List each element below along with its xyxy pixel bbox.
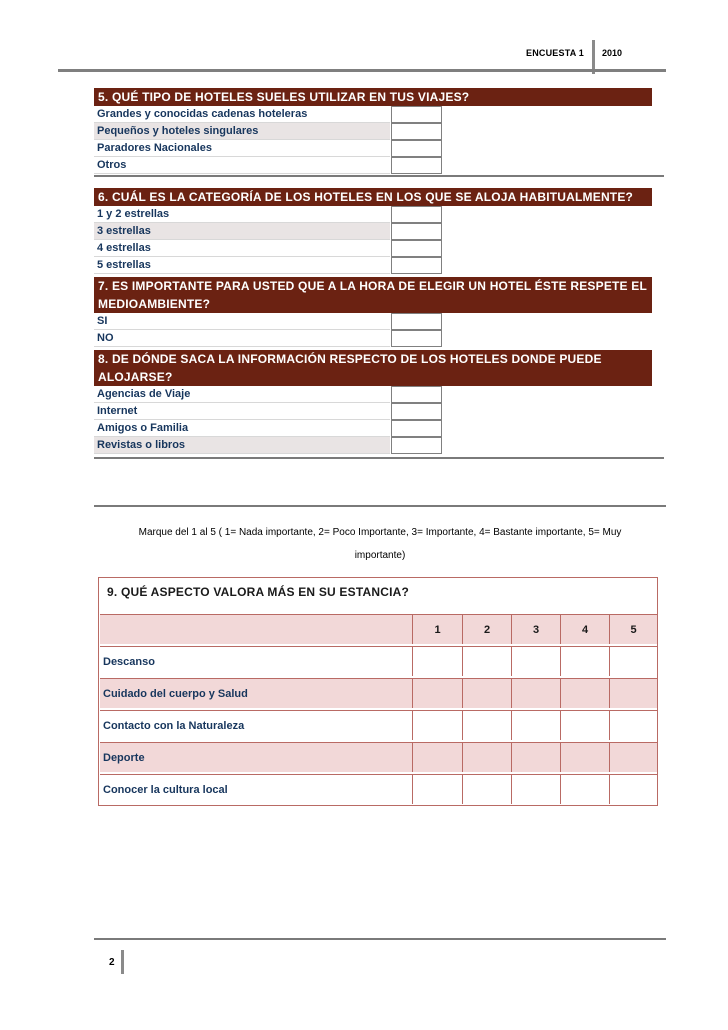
rating-cell[interactable] [610,710,657,740]
option-row [94,123,652,140]
rating-cell[interactable] [561,742,610,772]
option-label: Pequeños y hoteles singulares [94,123,390,140]
option-label: Revistas o libros [94,437,390,454]
scale-label: 3 [512,614,561,644]
option-row [94,257,652,274]
option-label: Grandes y conocidas cadenas hoteleras [94,106,390,123]
rating-cell[interactable] [463,646,512,676]
rating-cell[interactable] [610,646,657,676]
option-label: SI [94,313,390,330]
question-6 [94,188,652,274]
rating-item-label: Conocer la cultura local [100,774,413,804]
question-6-title: 6. CUÁL ES LA CATEGORÍA DE LOS HOTELES EN LOS QUE SE ALOJA HABITUALMENTE? [94,188,652,206]
header-rule [58,69,666,72]
rating-cell[interactable] [463,710,512,740]
question-8 [94,350,652,454]
scale-label: 5 [610,614,657,644]
rating-item-label: Deporte [100,742,413,772]
instructions-line1: Marque del 1 al 5 ( 1= Nada importante, 2= Poco Importante, 3= Importante, 4= Bastante importante, 5= Muy [138,527,622,538]
option-row [94,437,652,454]
rating-cell[interactable] [512,774,561,804]
answer-box[interactable] [391,206,442,223]
rating-cell[interactable] [512,742,561,772]
rating-cell[interactable] [463,678,512,708]
rating-cell[interactable] [561,678,610,708]
answer-box[interactable] [391,106,442,123]
scale-label: 4 [561,614,610,644]
option-label: Otros [94,157,390,174]
rating-cell[interactable] [413,678,463,708]
question-7-title-line2: MEDIOAMBIENTE? [98,297,211,311]
section-rule [94,457,664,459]
question-7-title-line1: 7. ES IMPORTANTE PARA USTED QUE A LA HORA DE ELEGIR UN HOTEL ÉSTE RESPETE EL [98,279,648,293]
answer-box[interactable] [391,330,442,347]
rating-cell[interactable] [561,774,610,804]
rating-cell[interactable] [413,742,463,772]
scale-header-blank [100,614,413,644]
instructions-line2: importante) [354,550,406,561]
rating-cell[interactable] [413,774,463,804]
rating-cell[interactable] [463,742,512,772]
rating-row [100,774,657,804]
rating-item-label: Descanso [100,646,413,676]
question-8-title-line2: ALOJARSE? [98,370,173,384]
option-label: 3 estrellas [94,223,390,240]
rating-row [100,742,657,772]
answer-box[interactable] [391,403,442,420]
question-8-title-line1: 8. DE DÓNDE SACA LA INFORMACIÓN RESPECTO DE LOS HOTELES DONDE PUEDE [98,352,602,366]
option-row [94,206,652,223]
rating-cell[interactable] [413,646,463,676]
option-row [94,223,652,240]
option-row [94,386,652,403]
option-row [94,157,652,174]
option-label: Agencias de Viaje [94,386,390,403]
header-label: ENCUESTA 1 [526,48,585,58]
option-row [94,240,652,257]
option-label: 5 estrellas [94,257,390,274]
option-row [94,140,652,157]
rating-cell[interactable] [512,678,561,708]
option-row [94,403,652,420]
scale-header-row [100,614,657,644]
rating-cell[interactable] [512,710,561,740]
question-7-title [94,277,652,313]
option-label: Amigos o Familia [94,420,390,437]
section-rule [94,175,664,177]
question-5 [94,88,652,174]
answer-box[interactable] [391,420,442,437]
footer-rule [94,938,666,940]
rating-cell[interactable] [610,678,657,708]
answer-box[interactable] [391,140,442,157]
answer-box[interactable] [391,257,442,274]
rating-cell[interactable] [610,742,657,772]
rating-row [100,678,657,708]
answer-box[interactable] [391,123,442,140]
option-row [94,106,652,123]
rating-cell[interactable] [610,774,657,804]
option-row [94,420,652,437]
option-label: Paradores Nacionales [94,140,390,157]
rating-cell[interactable] [561,710,610,740]
rating-cell[interactable] [413,710,463,740]
answer-box[interactable] [391,313,442,330]
question-5-title: 5. QUÉ TIPO DE HOTELES SUELES UTILIZAR EN TUS VIAJES? [94,88,652,106]
rating-cell[interactable] [463,774,512,804]
rating-row [100,646,657,676]
option-label: NO [94,330,390,347]
answer-box[interactable] [391,240,442,257]
rating-row [100,710,657,740]
question-9-title: 9. QUÉ ASPECTO VALORA MÁS EN SU ESTANCIA? [107,585,410,599]
page-number: 2 [109,957,115,968]
option-row [94,313,652,330]
header-year: 2010 [602,48,623,58]
option-label: 4 estrellas [94,240,390,257]
rating-instructions [90,521,670,567]
scale-label: 1 [413,614,463,644]
option-label: 1 y 2 estrellas [94,206,390,223]
question-8-title [94,350,652,386]
scale-label: 2 [463,614,512,644]
question-9-table [98,577,658,806]
rating-cell[interactable] [561,646,610,676]
rating-item-label: Cuidado del cuerpo y Salud [100,678,413,708]
answer-box[interactable] [391,157,442,174]
footer-separator [121,950,124,974]
answer-box[interactable] [391,386,442,403]
rating-item-label: Contacto con la Naturaleza [100,710,413,740]
section-rule [94,505,666,507]
question-7 [94,277,652,347]
answer-box[interactable] [391,437,442,454]
option-row [94,330,652,347]
rating-cell[interactable] [512,646,561,676]
option-label: Internet [94,403,390,420]
answer-box[interactable] [391,223,442,240]
